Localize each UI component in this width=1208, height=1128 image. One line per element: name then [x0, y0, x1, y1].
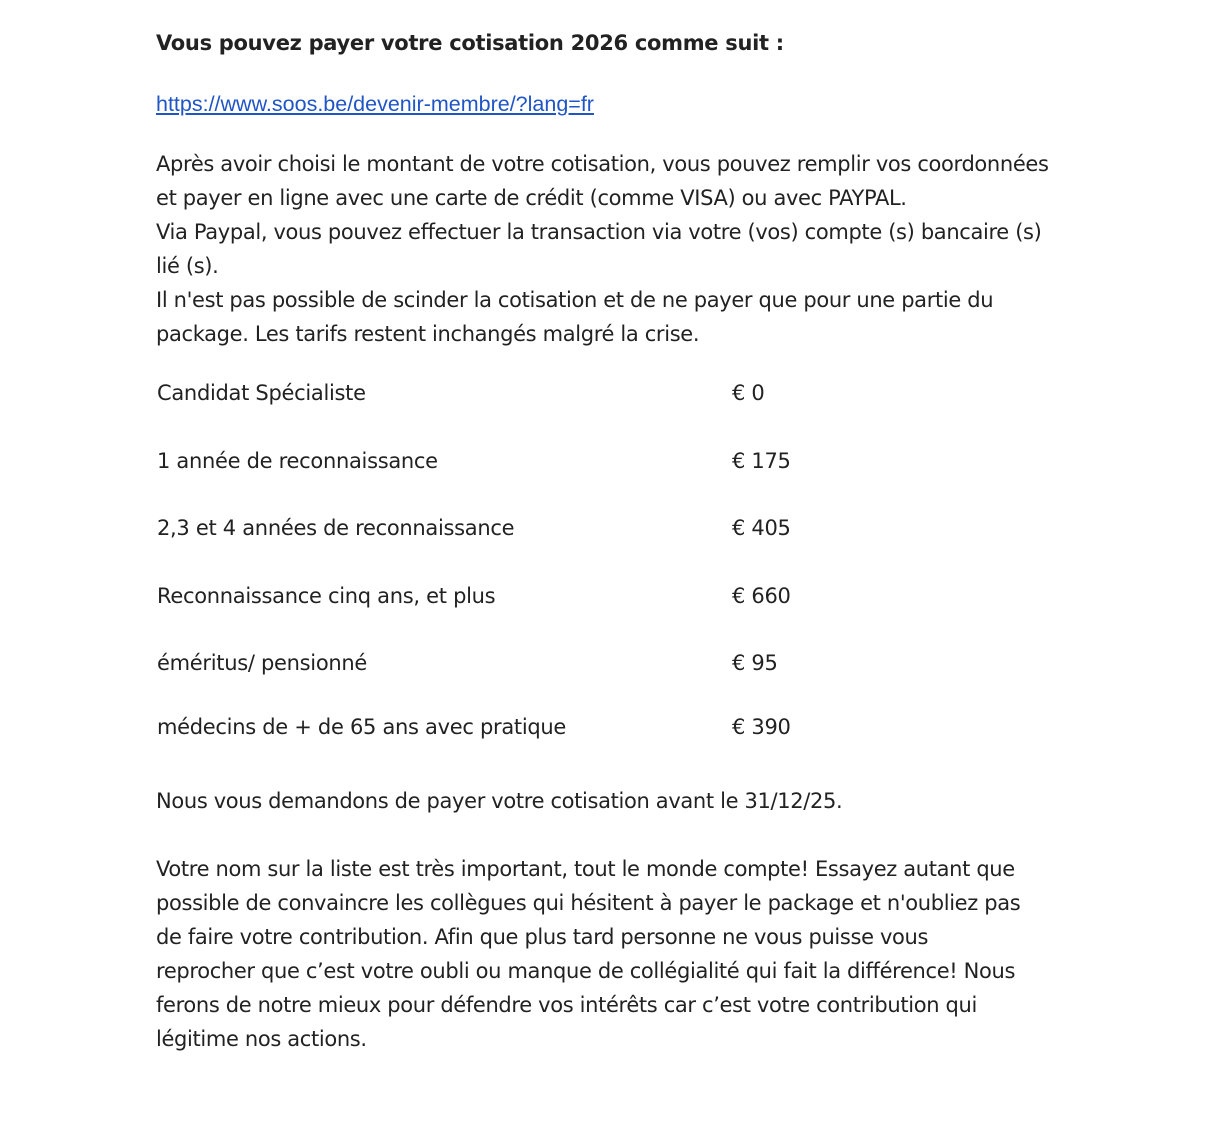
closing-line: reprocher que c’est votre oubli ou manque de collégialité qui fait la différence! Nous: [156, 959, 1016, 983]
fee-table: [157, 376, 1076, 744]
fee-amount: € 405: [732, 516, 791, 540]
fee-row: [157, 579, 1076, 646]
closing-line: Votre nom sur la liste est très important, tout le monde compte! Essayez autant que: [156, 857, 1015, 881]
intro-line: Via Paypal, vous pouvez effectuer la transaction via votre (vos) compte (s) bancaire (s): [156, 220, 1042, 244]
deadline-paragraph: Nous vous demandons de payer votre cotisation avant le 31/12/25.: [156, 789, 843, 813]
closing-line: de faire votre contribution. Afin que plus tard personne ne vous puisse vous: [156, 925, 929, 949]
fee-amount: € 390: [732, 715, 791, 739]
fee-amount: € 660: [732, 584, 791, 608]
fee-label: Reconnaissance cinq ans, et plus: [157, 584, 496, 608]
fee-amount: € 175: [732, 449, 791, 473]
fee-row: [157, 710, 1076, 744]
fee-row: [157, 511, 1076, 579]
fee-label: Candidat Spécialiste: [157, 381, 366, 405]
fee-label: 2,3 et 4 années de reconnaissance: [157, 516, 515, 540]
closing-paragraph: [156, 852, 1076, 1056]
fee-row: [157, 376, 1076, 444]
fee-label: médecins de + de 65 ans avec pratique: [157, 715, 567, 739]
intro-line: Il n'est pas possible de scinder la cotisation et de ne payer que pour une partie du: [156, 288, 994, 312]
fee-row: [157, 646, 1076, 710]
document-body: [156, 28, 1076, 1056]
intro-line: lié (s).: [156, 254, 219, 278]
page-title: Vous pouvez payer votre cotisation 2026 comme suit :: [156, 31, 784, 55]
intro-line: et payer en ligne avec une carte de crédit (comme VISA) ou avec PAYPAL.: [156, 186, 907, 210]
intro-line: package. Les tarifs restent inchangés malgré la crise.: [156, 322, 700, 346]
intro-paragraph: [156, 147, 1076, 351]
fee-amount: € 95: [732, 651, 778, 675]
fee-label: éméritus/ pensionné: [157, 651, 368, 675]
fee-label: 1 année de reconnaissance: [157, 449, 438, 473]
closing-line: ferons de notre mieux pour défendre vos intérêts car c’est votre contribution qui: [156, 993, 977, 1017]
closing-line: possible de convaincre les collègues qui hésitent à payer le package et n'oubliez pas: [156, 891, 1021, 915]
membership-link[interactable]: https://www.soos.be/devenir-membre/?lang=fr: [156, 92, 594, 116]
closing-line: légitime nos actions.: [156, 1027, 367, 1051]
fee-row: [157, 444, 1076, 511]
fee-amount: € 0: [732, 381, 765, 405]
intro-line: Après avoir choisi le montant de votre cotisation, vous pouvez remplir vos coordonnées: [156, 152, 1049, 176]
